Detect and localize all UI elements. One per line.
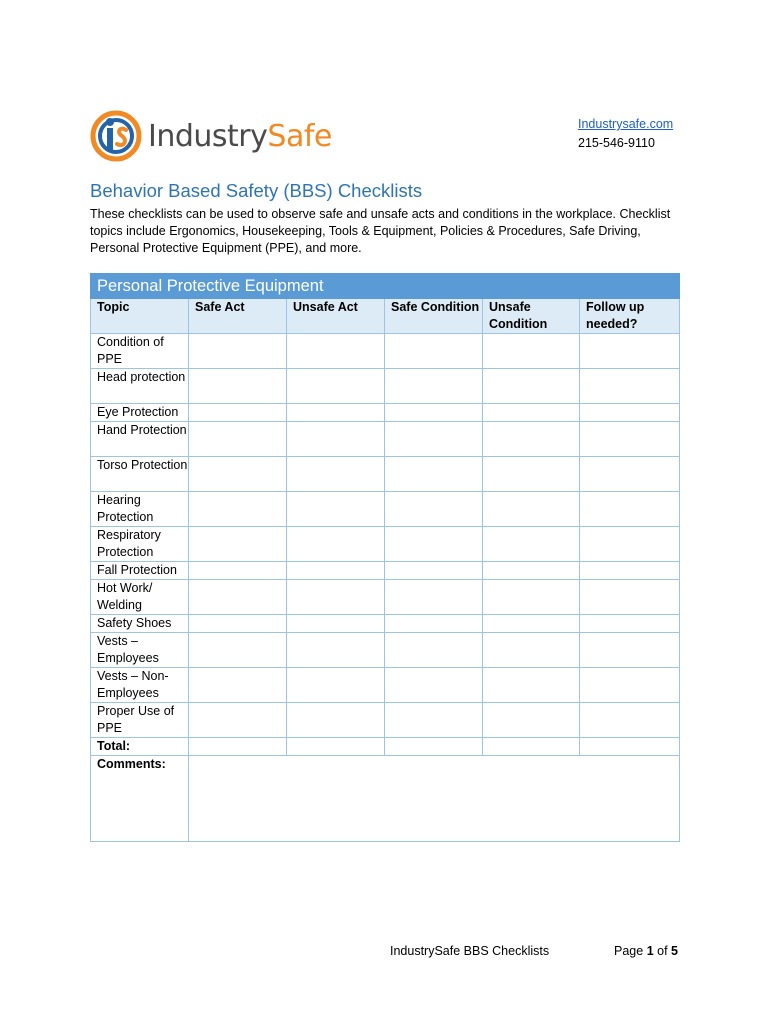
table-cell[interactable] bbox=[189, 422, 287, 457]
table-cell[interactable] bbox=[189, 527, 287, 562]
table-cell[interactable] bbox=[189, 703, 287, 738]
row-topic: Fall Protection bbox=[91, 562, 189, 580]
column-header: Safe Condition bbox=[385, 299, 483, 334]
table-cell[interactable] bbox=[385, 334, 483, 369]
table-cell[interactable] bbox=[483, 703, 580, 738]
intro-paragraph: These checklists can be used to observe safe and unsafe acts and conditions in the workplace. Checklist topics include Ergonomics, Housekeeping, Tools & Equipment, Policies & Procedures, Safe Driving, Personal Protective Equipment (PPE), and more. bbox=[90, 207, 671, 255]
footer-doc-name: IndustrySafe BBS Checklists bbox=[390, 944, 550, 958]
column-header: Unsafe Condition bbox=[483, 299, 580, 334]
table-cell[interactable] bbox=[385, 580, 483, 615]
table-cell[interactable] bbox=[483, 422, 580, 457]
table-row bbox=[91, 527, 680, 562]
section-title: Personal Protective Equipment bbox=[91, 274, 680, 299]
table-cell[interactable] bbox=[287, 334, 385, 369]
row-topic: Torso Protection bbox=[91, 457, 189, 492]
website-link[interactable]: Industrysafe.com bbox=[578, 117, 674, 131]
table-cell[interactable] bbox=[189, 369, 287, 404]
row-topic: Safety Shoes bbox=[91, 615, 189, 633]
table-cell[interactable] bbox=[385, 615, 483, 633]
ppe-checklist-table bbox=[90, 273, 680, 842]
table-cell[interactable] bbox=[385, 369, 483, 404]
comments-label: Comments: bbox=[91, 756, 189, 842]
table-cell[interactable] bbox=[287, 404, 385, 422]
table-cell[interactable] bbox=[287, 422, 385, 457]
table-cell[interactable] bbox=[189, 404, 287, 422]
table-cell[interactable] bbox=[189, 633, 287, 668]
page-of: of bbox=[657, 944, 668, 958]
table-cell[interactable] bbox=[580, 492, 680, 527]
table-cell[interactable] bbox=[483, 668, 580, 703]
total-row bbox=[91, 738, 680, 756]
table-cell[interactable] bbox=[483, 334, 580, 369]
row-topic: Hand Protection bbox=[91, 422, 189, 457]
phone-number: 215-546-9110 bbox=[578, 136, 655, 150]
table-cell[interactable] bbox=[580, 580, 680, 615]
page-word: Page bbox=[614, 944, 644, 958]
table-cell[interactable] bbox=[189, 457, 287, 492]
row-topic: Vests – Employees bbox=[91, 633, 189, 668]
industrysafe-logo-icon bbox=[90, 110, 142, 162]
table-row bbox=[91, 492, 680, 527]
table-cell[interactable] bbox=[385, 562, 483, 580]
table-row bbox=[91, 633, 680, 668]
logo-wordmark bbox=[148, 119, 332, 154]
column-header: Unsafe Act bbox=[287, 299, 385, 334]
table-cell[interactable] bbox=[483, 492, 580, 527]
table-cell[interactable] bbox=[189, 580, 287, 615]
contact-block bbox=[578, 115, 673, 153]
table-cell[interactable] bbox=[287, 703, 385, 738]
company-logo bbox=[90, 108, 332, 164]
table-cell[interactable] bbox=[483, 562, 580, 580]
comments-field[interactable] bbox=[189, 756, 680, 842]
logo-word-safe: Safe bbox=[267, 118, 332, 154]
table-row bbox=[91, 369, 680, 404]
table-cell[interactable] bbox=[580, 668, 680, 703]
table-cell[interactable] bbox=[580, 422, 680, 457]
table-cell[interactable] bbox=[580, 334, 680, 369]
table-row bbox=[91, 668, 680, 703]
table-cell[interactable] bbox=[189, 334, 287, 369]
table-cell[interactable] bbox=[385, 422, 483, 457]
column-header-row bbox=[91, 299, 680, 334]
table-cell[interactable] bbox=[483, 580, 580, 615]
page-current: 1 bbox=[646, 944, 654, 958]
table-cell[interactable] bbox=[287, 580, 385, 615]
table-cell[interactable] bbox=[287, 562, 385, 580]
table-cell[interactable] bbox=[580, 562, 680, 580]
table-cell[interactable] bbox=[189, 562, 287, 580]
table-row bbox=[91, 422, 680, 457]
table-cell[interactable] bbox=[580, 615, 680, 633]
table-row bbox=[91, 334, 680, 369]
table-cell[interactable] bbox=[385, 738, 483, 756]
table-cell[interactable] bbox=[483, 615, 580, 633]
total-label: Total: bbox=[91, 738, 189, 756]
table-cell[interactable] bbox=[483, 457, 580, 492]
table-cell[interactable] bbox=[580, 404, 680, 422]
table-cell[interactable] bbox=[189, 492, 287, 527]
comments-row bbox=[91, 756, 680, 842]
table-cell[interactable] bbox=[385, 633, 483, 668]
table-cell[interactable] bbox=[385, 404, 483, 422]
table-cell[interactable] bbox=[483, 738, 580, 756]
table-cell[interactable] bbox=[580, 633, 680, 668]
logo-word-industry: Industry bbox=[148, 118, 268, 154]
table-row bbox=[91, 562, 680, 580]
table-cell[interactable] bbox=[385, 527, 483, 562]
table-cell[interactable] bbox=[385, 492, 483, 527]
table-row bbox=[91, 457, 680, 492]
row-topic: Head protection bbox=[91, 369, 189, 404]
table-cell[interactable] bbox=[287, 369, 385, 404]
row-topic: Eye Protection bbox=[91, 404, 189, 422]
table-cell[interactable] bbox=[287, 633, 385, 668]
page-total: 5 bbox=[671, 944, 678, 958]
column-header: Topic bbox=[91, 299, 189, 334]
table-cell[interactable] bbox=[287, 457, 385, 492]
table-cell[interactable] bbox=[385, 457, 483, 492]
table-cell[interactable] bbox=[483, 369, 580, 404]
row-topic: Hot Work/ Welding bbox=[91, 580, 189, 615]
table-cell[interactable] bbox=[287, 615, 385, 633]
table-row bbox=[91, 615, 680, 633]
section-header-row bbox=[91, 274, 680, 299]
table-cell[interactable] bbox=[483, 527, 580, 562]
row-topic: Proper Use of PPE bbox=[91, 703, 189, 738]
table-row bbox=[91, 404, 680, 422]
table-cell[interactable] bbox=[189, 738, 287, 756]
table-cell[interactable] bbox=[287, 527, 385, 562]
column-header: Follow up needed? bbox=[580, 299, 680, 334]
row-topic: Vests – Non-Employees bbox=[91, 668, 189, 703]
row-topic: Hearing Protection bbox=[91, 492, 189, 527]
table-cell[interactable] bbox=[385, 668, 483, 703]
footer-page-number bbox=[614, 944, 678, 958]
table-cell[interactable] bbox=[483, 404, 580, 422]
table-cell[interactable] bbox=[580, 527, 680, 562]
table-row bbox=[91, 580, 680, 615]
table-cell[interactable] bbox=[483, 633, 580, 668]
document-title: Behavior Based Safety (BBS) Checklists bbox=[90, 180, 423, 201]
row-topic: Condition of PPE bbox=[91, 334, 189, 369]
table-cell[interactable] bbox=[189, 668, 287, 703]
table-cell[interactable] bbox=[580, 703, 680, 738]
table-cell[interactable] bbox=[580, 369, 680, 404]
table-cell[interactable] bbox=[385, 703, 483, 738]
table-cell[interactable] bbox=[287, 492, 385, 527]
table-cell[interactable] bbox=[287, 668, 385, 703]
column-header: Safe Act bbox=[189, 299, 287, 334]
table-row bbox=[91, 703, 680, 738]
table-cell[interactable] bbox=[580, 738, 680, 756]
table-cell[interactable] bbox=[189, 615, 287, 633]
table-cell[interactable] bbox=[287, 738, 385, 756]
table-cell[interactable] bbox=[580, 457, 680, 492]
row-topic: Respiratory Protection bbox=[91, 527, 189, 562]
